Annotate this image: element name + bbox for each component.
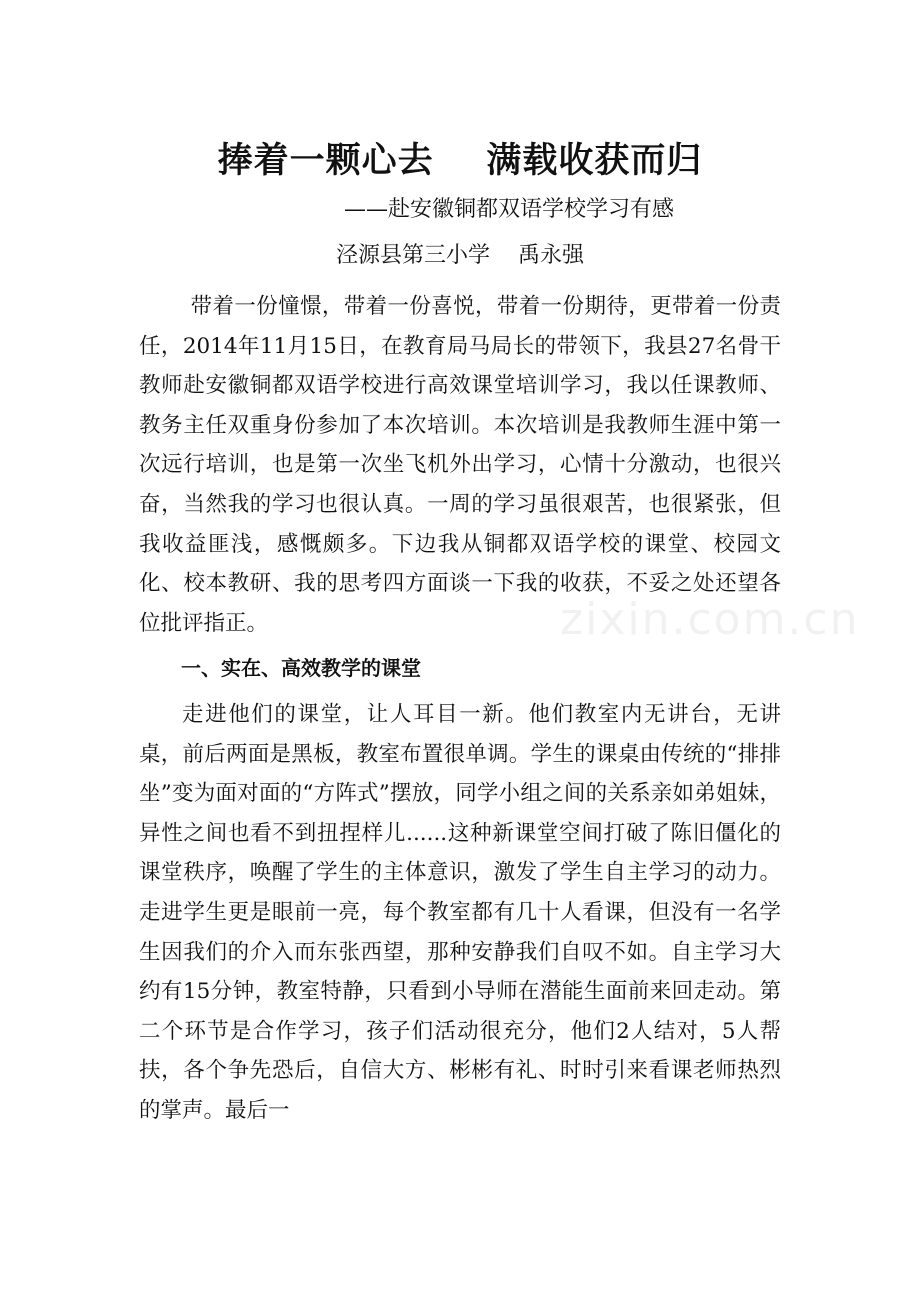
intro-paragraph: 带着一份憧憬，带着一份喜悦，带着一份期待，更带着一份责任，2014年11月15日，在教育局马局长的带领下，我县27名骨干教师赴安徽铜都双语学校进行高效课堂培训学习，我以任课教师、教务主任双重身份参加了本次培训。本次培训是我教师生涯中第一次远行培训，也是第一次坐飞机外出学习，心情十分激动，也很兴奋，当然我的学习也很认真。一周的学习虽很艰苦，也很紧张，但我收益匪浅，感慨颇多。下边我从铜都双语学校的课堂、校园文化、校本教研、我的思考四方面谈一下我的收获，不妥之处还望各位批评指正。 <box>139 294 781 636</box>
document-title: 捧着一颗心去 满载收获而归 <box>217 141 703 181</box>
section-heading-1: 一、实在、高效教学的课堂 <box>181 656 421 681</box>
document-subtitle: ——赴安徽铜都双语学校学习有感 <box>344 197 675 222</box>
document-body <box>139 287 781 1130</box>
document-author: 泾源县第三小学 禹永强 <box>336 243 584 268</box>
watermark: zixin.com.cn <box>560 594 860 645</box>
section-1-paragraph: 走进他们的课堂，让人耳目一新。他们教室内无讲台，无讲桌，前后两面是黑板，教室布置很单调。学生的课桌由传统的“排排坐”变为面对面的“方阵式”摆放，同学小组之间的关系亲如弟姐妹，异性之间也看不到扭捏样儿......这种新课堂空间打破了陈旧僵化的课堂秩序，唤醒了学生的主体意识，激发了学生自主学习的动力。走进学生更是眼前一亮，每个教室都有几十人看课，但没有一名学生因我们的介入而东张西望，那种安静我们自叹不如。自主学习大约有15分钟，教室特静，只看到小导师在潜能生面前来回走动。第二个环节是合作学习，孩子们活动很充分，他们2人结对，5人帮扶，各个争先恐后，自信大方、彬彬有礼、时时引来看课老师热烈的掌声。最后一 <box>139 701 781 1123</box>
